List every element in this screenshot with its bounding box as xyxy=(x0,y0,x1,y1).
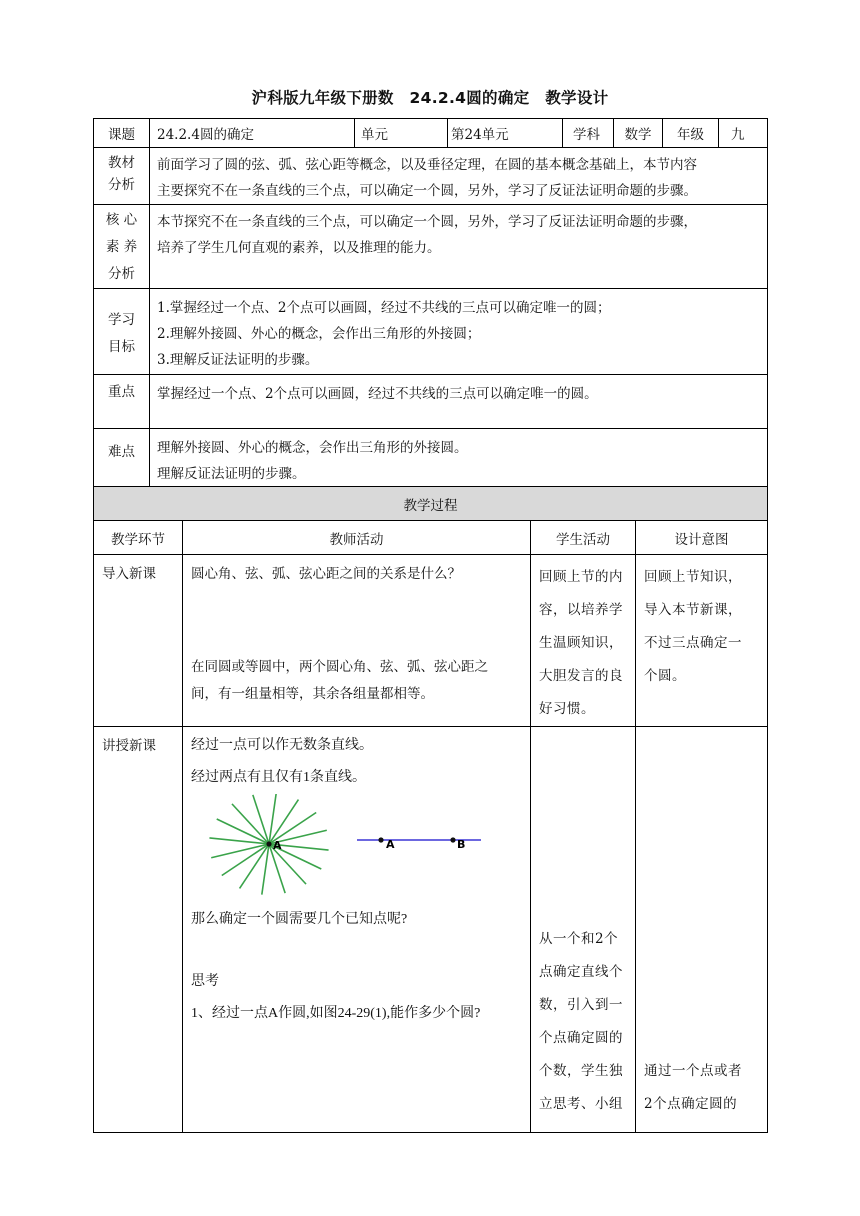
point-b-label: B xyxy=(457,838,466,851)
goals-text-2: 2.理解外接圆、外心的概念，会作出三角形的外接圆； xyxy=(157,326,481,342)
material-row xyxy=(94,148,768,205)
topic-label: 课题 xyxy=(94,119,150,148)
material-text-1: 前面学习了圆的弦、弧、弦心距等概念，以及垂径定理，在圆的基本概念基础上，本节内容 xyxy=(157,157,697,173)
process-heading: 教学过程 xyxy=(94,487,768,521)
intro-student-5: 好习惯。 xyxy=(539,701,595,717)
difficult-row xyxy=(94,429,768,488)
teaching-process-table xyxy=(93,486,768,1133)
lecture-row xyxy=(94,727,768,1133)
center-point-dot xyxy=(266,841,271,846)
lines-figure xyxy=(191,794,522,904)
intro-intent-2: 导入本节新课， xyxy=(644,602,742,618)
intro-stage: 导入新课 xyxy=(94,555,183,727)
point-a-label: A xyxy=(386,838,395,851)
lecture-student-2: 点确定直线个 xyxy=(539,964,623,980)
point-a-dot xyxy=(378,837,383,842)
lecture-student-1: 从一个和2个 xyxy=(539,931,619,947)
difficult-text-2: 理解反证法证明的步骤。 xyxy=(157,466,306,482)
lecture-line-1: 经过一点可以作无数条直线。 xyxy=(191,738,373,753)
intro-intent-4: 个圆。 xyxy=(644,668,686,684)
material-text-2: 主要探究不在一条直线的三个点，可以确定一个圆，另外，学习了反证法证明命题的步骤。 xyxy=(157,183,697,199)
lecture-student-4: 个点确定圆的 xyxy=(539,1030,623,1046)
core-label-2: 素 养 xyxy=(105,239,138,255)
col-intent: 设计意图 xyxy=(636,521,768,555)
unit-value: 第24单元 xyxy=(448,119,563,148)
core-row xyxy=(94,205,768,289)
col-student: 学生活动 xyxy=(531,521,636,555)
goals-row xyxy=(94,289,768,375)
intro-student-2: 容，以培养学 xyxy=(539,602,623,618)
grade-label: 年级 xyxy=(663,119,719,148)
col-stage: 教学环节 xyxy=(94,521,183,555)
lesson-info-table xyxy=(93,118,768,488)
lines-through-points-figure xyxy=(191,794,521,904)
intro-student-4: 大胆发言的良 xyxy=(539,668,623,684)
subject-value: 数学 xyxy=(614,119,663,148)
difficult-label: 难点 xyxy=(108,444,135,460)
key-label: 重点 xyxy=(108,384,135,400)
core-label-3: 分析 xyxy=(108,266,135,282)
lecture-student-3: 数，引入到一 xyxy=(539,997,623,1013)
intro-row xyxy=(94,555,768,727)
goals-label-2: 目标 xyxy=(108,339,135,355)
intro-student-1: 回顾上节的内 xyxy=(539,569,623,585)
subject-label: 学科 xyxy=(563,119,614,148)
lecture-intent-2: 2个点确定圆的 xyxy=(644,1096,738,1112)
core-text-2: 培养了学生几何直观的素养，以及推理的能力。 xyxy=(157,240,441,256)
lecture-intent-1: 通过一个点或者 xyxy=(644,1063,742,1079)
material-label-2: 分析 xyxy=(108,177,135,193)
key-row xyxy=(94,375,768,429)
topic-value: 24.2.4圆的确定 xyxy=(150,119,355,148)
grade-value: 九 xyxy=(719,119,768,148)
intro-question: 圆心角、弦、弧、弦心距之间的关系是什么？ xyxy=(191,566,461,582)
goals-text-3: 3.理解反证法证明的步骤。 xyxy=(157,352,319,368)
center-point-label: A xyxy=(273,839,282,852)
unit-label: 单元 xyxy=(355,119,448,148)
lecture-line-2: 经过两点有且仅有1条直线。 xyxy=(191,770,366,785)
goals-label-1: 学习 xyxy=(108,312,135,328)
document-title: 沪科版九年级下册数 24.2.4圆的确定 教学设计 xyxy=(251,89,609,107)
goals-text-1: 1.掌握经过一个点、2个点可以画圆，经过不共线的三点可以确定唯一的圆； xyxy=(157,300,611,316)
lecture-student-5: 个数，学生独 xyxy=(539,1063,623,1079)
core-text-1: 本节探究不在一条直线的三个点，可以确定一个圆，另外，学习了反证法证明命题的步骤， xyxy=(157,214,697,230)
point-b-dot xyxy=(450,837,455,842)
think-label: 思考 xyxy=(191,974,219,989)
col-teacher: 教师活动 xyxy=(183,521,531,555)
think-question: 1、经过一点A作圆,如图24-29(1),能作多少个圆? xyxy=(191,1006,481,1021)
core-label-1: 核 心 xyxy=(105,212,138,228)
material-label: 教材 xyxy=(108,155,135,171)
lecture-stage: 讲授新课 xyxy=(94,727,183,1133)
lecture-student-6: 立思考、小组 xyxy=(539,1096,623,1112)
intro-intent-1: 回顾上节知识， xyxy=(644,569,742,585)
difficult-text-1: 理解外接圆、外心的概念，会作出三角形的外接圆。 xyxy=(157,440,468,456)
intro-answer-2: 间，有一组量相等，其余各组量都相等。 xyxy=(191,686,434,702)
lecture-question: 那么确定一个圆需要几个已知点呢? xyxy=(191,912,408,927)
intro-intent-3: 不过三点确定一 xyxy=(644,635,742,651)
intro-answer-1: 在同圆或等圆中，两个圆心角、弦、弧、弦心距之 xyxy=(191,659,488,675)
intro-student-3: 生温顾知识， xyxy=(539,635,623,651)
key-text: 掌握经过一个点、2个点可以画圆，经过不共线的三点可以确定唯一的圆。 xyxy=(157,386,598,402)
